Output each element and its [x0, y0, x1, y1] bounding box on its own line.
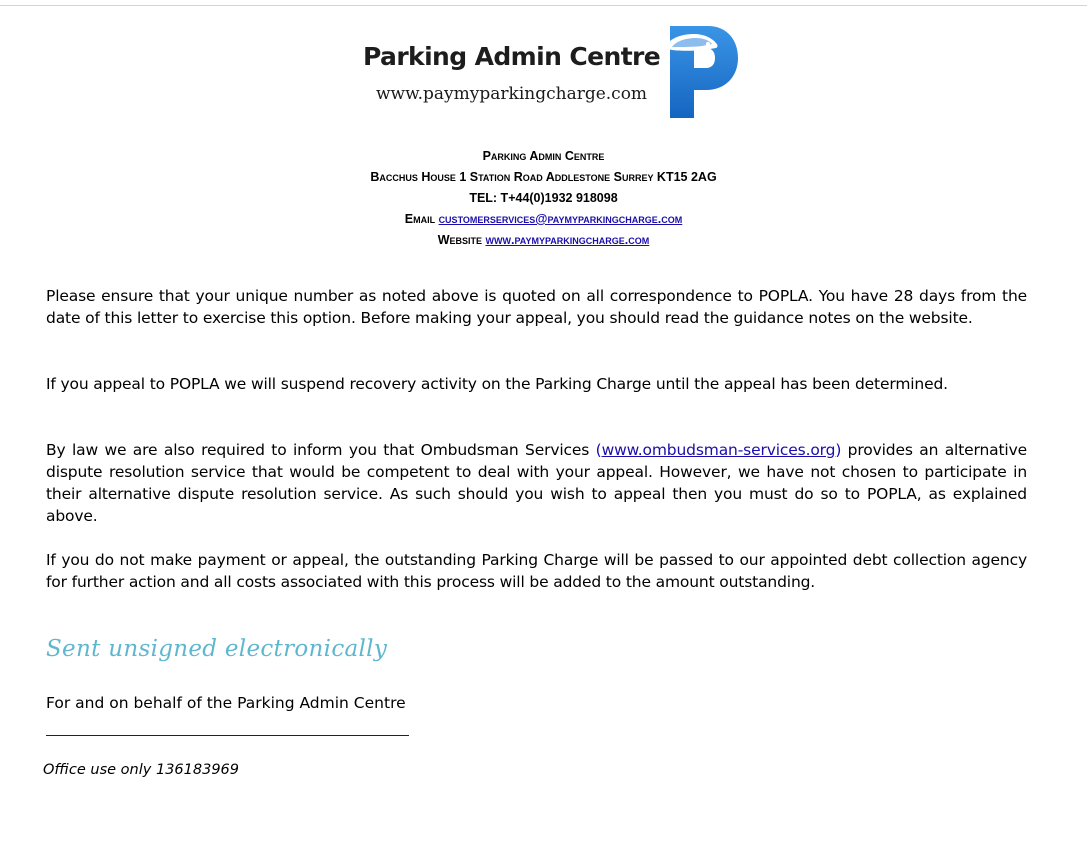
contact-name: Parking Admin Centre — [482, 149, 605, 163]
behalf-text: For and on behalf of the Parking Admin Centre — [46, 694, 406, 712]
email-link[interactable]: customerservices@paymyparkingcharge.com — [438, 212, 683, 226]
top-divider — [0, 5, 1087, 6]
email-label: Email — [404, 212, 436, 226]
website-label: Website — [437, 233, 483, 247]
paragraph-popla-reference: Please ensure that your unique number as noted above is quoted on all correspondence to POPLA. You have 28 days from the date of this letter to exercise this option. Before making your appeal, you should read the guidance notes on the website. — [46, 287, 1027, 327]
ombudsman-text-before: By law we are also required to inform you that Ombudsman Services — [46, 441, 596, 459]
open-paren: ( — [595, 441, 602, 459]
contact-address: Bacchus House 1 Station Road Addlestone Surrey KT15 2AG — [370, 170, 717, 184]
signature-line — [46, 735, 409, 736]
paragraph-debt-collection: If you do not make payment or appeal, the outstanding Parking Charge will be passed to our appointed debt collection agency for further action and all costs associated with this process will be added to the amount outstanding. — [46, 551, 1027, 591]
contact-email-row — [0, 212, 1087, 226]
contact-website-row — [0, 233, 1087, 247]
p-car-logo-icon — [664, 20, 740, 120]
paragraph-ombudsman — [46, 439, 1027, 527]
logo-title: Parking Admin Centre — [363, 42, 661, 71]
office-use-text: Office use only 136183969 — [43, 762, 239, 778]
ombudsman-text-after: provides an alternative dispute resolution service that would be competent to deal with your appeal. However, we have not chosen to participate in their alternative dispute resolution service. As such should you wish to appeal then you must do so to POPLA, as explained above. — [46, 441, 1027, 525]
signature-text: Sent unsigned electronically — [46, 636, 388, 662]
ombudsman-link[interactable]: www.ombudsman-services.org — [601, 441, 836, 459]
contact-telephone: TEL: T+44(0)1932 918098 — [469, 191, 618, 205]
close-paren: ) — [835, 441, 842, 459]
website-link[interactable]: www.paymyparkingcharge.com — [485, 233, 650, 247]
paragraph-appeal-suspension: If you appeal to POPLA we will suspend recovery activity on the Parking Charge until the appeal has been determined. — [46, 375, 948, 393]
logo-url: www.paymyparkingcharge.com — [376, 84, 648, 104]
